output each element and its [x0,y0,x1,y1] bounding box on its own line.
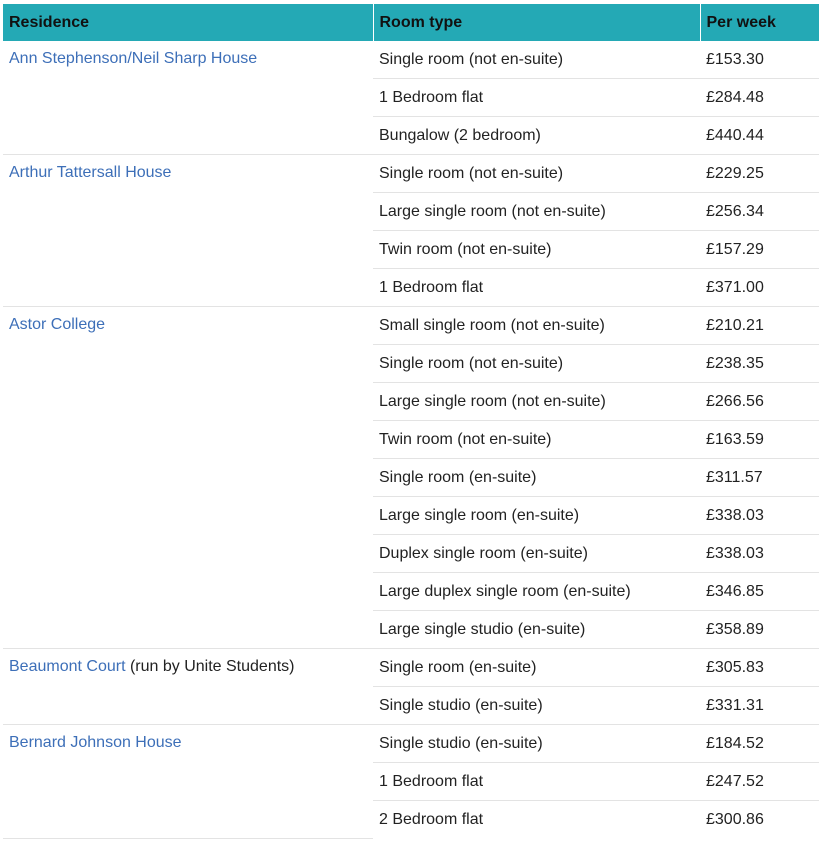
price-cell: £210.21 [700,307,819,345]
residence-link[interactable]: Ann Stephenson/Neil Sharp House [9,50,258,67]
price-cell: £153.30 [700,41,819,79]
price-cell: £238.35 [700,345,819,383]
room-type-cell: 2 Bedroom flat [379,810,484,828]
room-type-cell: Single room (en-suite) [373,459,700,497]
room-type-cell: Single room (en-suite) [373,649,700,687]
residence-cell [3,155,373,307]
price-cell: £331.31 [700,687,819,725]
room-type-cell: Large single room (en-suite) [373,497,700,535]
room-type-cell: 1 Bedroom flat [373,763,700,801]
room-type-cell: Single room (not en-suite) [373,41,700,79]
room-type-cell: Large duplex single room (en-suite) [373,573,700,611]
room-type-cell: 1 Bedroom flat [373,79,700,117]
room-type-cell: Twin room (not en-suite) [373,421,700,459]
room-type-cell: Large single room (not en-suite) [373,383,700,421]
room-type-cell: Large single room (not en-suite) [373,193,700,231]
residence-note: (run by Unite Students) [125,658,295,675]
price-cell: £371.00 [700,269,819,307]
table-body [3,41,819,838]
price-cell: £163.59 [700,421,819,459]
price-cell: £184.52 [700,725,819,763]
price-cell: £256.34 [700,193,819,231]
room-type-cell: Single room (not en-suite) [373,345,700,383]
room-type-cell: Duplex single room (en-suite) [373,535,700,573]
price-cell: £338.03 [700,497,819,535]
room-type-cell: 1 Bedroom flat [373,269,700,307]
price-cell: £284.48 [700,79,819,117]
price-cell: £229.25 [700,155,819,193]
price-cell: £247.52 [700,763,819,801]
header-room-type: Room type [373,4,700,41]
residence-link[interactable]: Astor College [9,316,106,333]
residence-link[interactable]: Beaumont Court [9,658,126,675]
residence-cell [3,649,373,725]
table-row [3,649,819,687]
price-cell: £338.03 [700,535,819,573]
residence-cell [3,725,373,839]
table-row [3,307,819,345]
residence-cell [3,307,373,649]
residence-cell [3,41,373,155]
room-type-cell: Single studio (en-suite) [373,725,700,763]
price-cell: £346.85 [700,573,819,611]
price-cell: £300.86 [706,810,764,828]
room-type-cell: Single studio (en-suite) [373,687,700,725]
table-row [3,155,819,193]
header-per-week: Per week [700,4,819,41]
price-cell: £311.57 [700,459,819,497]
price-cell: £266.56 [700,383,819,421]
residence-link[interactable]: Bernard Johnson House [9,734,182,751]
table-header [3,4,819,41]
room-type-cell: Single room (not en-suite) [373,155,700,193]
room-type-cell: Large single studio (en-suite) [373,611,700,649]
room-type-cell: Twin room (not en-suite) [373,231,700,269]
header-row [3,4,819,41]
price-cell: £305.83 [700,649,819,687]
price-cell: £157.29 [700,231,819,269]
residence-link[interactable]: Arthur Tattersall House [9,164,172,181]
table-row [3,725,819,763]
accommodation-price-table [3,4,819,839]
table-row [3,41,819,79]
header-residence: Residence [3,4,373,41]
price-cell: £440.44 [700,117,819,155]
room-type-cell: Small single room (not en-suite) [373,307,700,345]
price-cell: £358.89 [700,611,819,649]
room-type-cell: Bungalow (2 bedroom) [373,117,700,155]
